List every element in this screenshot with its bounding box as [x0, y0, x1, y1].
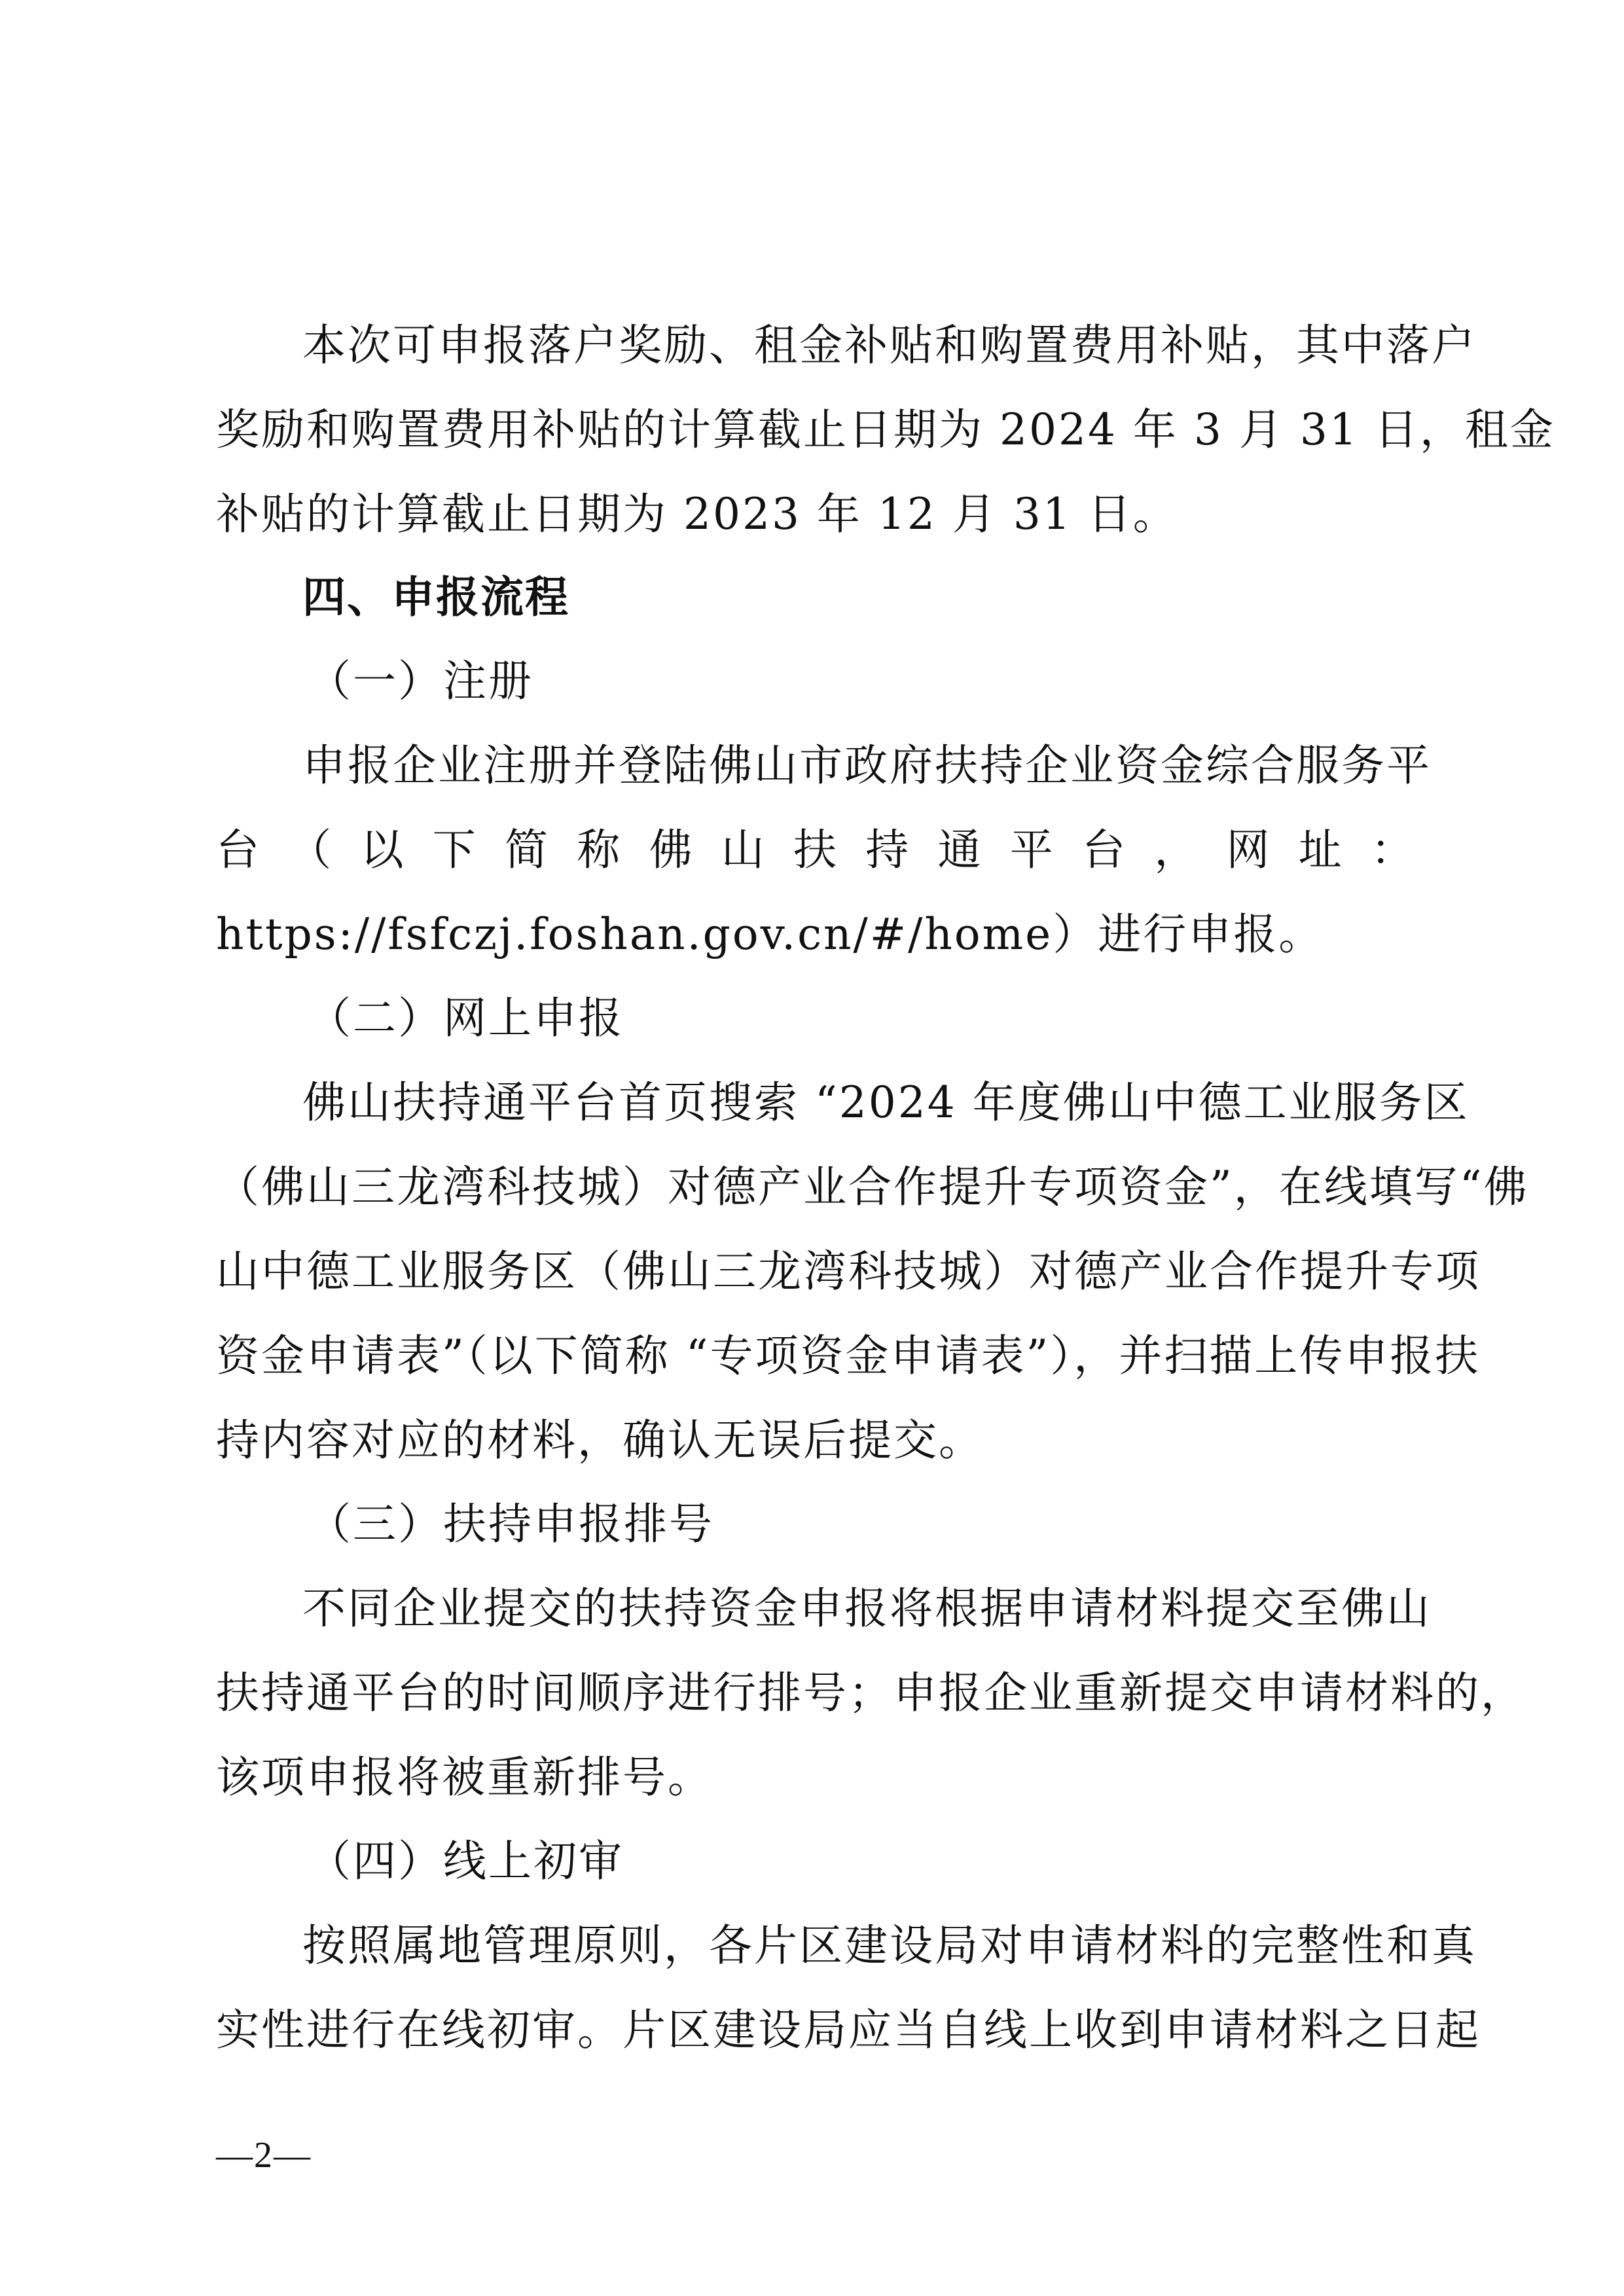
- subsection-2-heading: （二）网上申报: [308, 993, 624, 1043]
- subsection-1-line-2: [216, 825, 1414, 875]
- subsection-2-line-3: 山中德工业服务区（佛山三龙湾科技城）对德产业合作提升专项: [216, 1246, 1481, 1297]
- char: 以: [360, 825, 404, 875]
- char: 平: [1009, 825, 1053, 875]
- subsection-1-line-1: 申报企业注册并登陆佛山市政府扶持企业资金综合服务平: [302, 740, 1432, 791]
- subsection-3-heading: （三）扶持申报排号: [308, 1499, 714, 1549]
- char: （: [288, 825, 332, 875]
- subsection-3-line-3: 该项申报将被重新排号。: [216, 1752, 713, 1803]
- char: 扶: [793, 825, 837, 875]
- subsection-2-line-2: （佛山三龙湾科技城）对德产业合作提升专项资金”，在线填写“佛: [216, 1162, 1529, 1212]
- paragraph-1-line-3: 补贴的计算截止日期为 2023 年 12 月 31 日。: [216, 489, 1178, 539]
- char: 佛: [649, 825, 693, 875]
- page-number: —2—: [216, 2135, 312, 2176]
- subsection-3-line-1: 不同企业提交的扶持资金申报将根据申请材料提交至佛山: [302, 1583, 1432, 1634]
- subsection-1-line-3-url: https://fsfczj.foshan.gov.cn/#/home）进行申报。: [216, 909, 1324, 960]
- char: ：: [1371, 825, 1414, 875]
- subsection-2-line-1: 佛山扶持通平台首页搜索 “2024 年度佛山中德工业服务区: [302, 1077, 1470, 1128]
- char: 通: [937, 825, 981, 875]
- char: 台: [1082, 825, 1125, 875]
- subsection-1-heading: （一）注册: [308, 656, 533, 706]
- char: 网: [1226, 825, 1270, 875]
- subsection-4-line-2: 实性进行在线初审。片区建设局应当自线上收到申请材料之日起: [216, 2005, 1481, 2055]
- subsection-4-heading: （四）线上初审: [308, 1836, 624, 1886]
- char: 址: [1298, 825, 1342, 875]
- section-4-heading: 四、申报流程: [302, 572, 569, 622]
- char: 台: [216, 825, 259, 875]
- char: 山: [721, 825, 765, 875]
- subsection-2-line-5: 持内容对应的材料，确认无误后提交。: [216, 1415, 984, 1465]
- char: ，: [1154, 825, 1198, 875]
- subsection-3-line-2: 扶持通平台的时间顺序进行排号；申报企业重新提交申请材料的，: [216, 1668, 1526, 1718]
- paragraph-1-line-1: 本次可申报落户奖励、租金补贴和购置费用补贴，其中落户: [302, 320, 1477, 370]
- paragraph-1-line-2: 奖励和购置费用补贴的计算截止日期为 2024 年 3 月 31 日，租金: [216, 404, 1555, 455]
- char: 称: [577, 825, 621, 875]
- subsection-4-line-1: 按照属地管理原则，各片区建设局对申请材料的完整性和真: [302, 1920, 1477, 1971]
- char: 下: [432, 825, 476, 875]
- char: 简: [505, 825, 548, 875]
- char: 持: [865, 825, 909, 875]
- subsection-2-line-4: 资金申请表”（以下简称 “专项资金申请表”），并扫描上传申报扶: [216, 1331, 1481, 1381]
